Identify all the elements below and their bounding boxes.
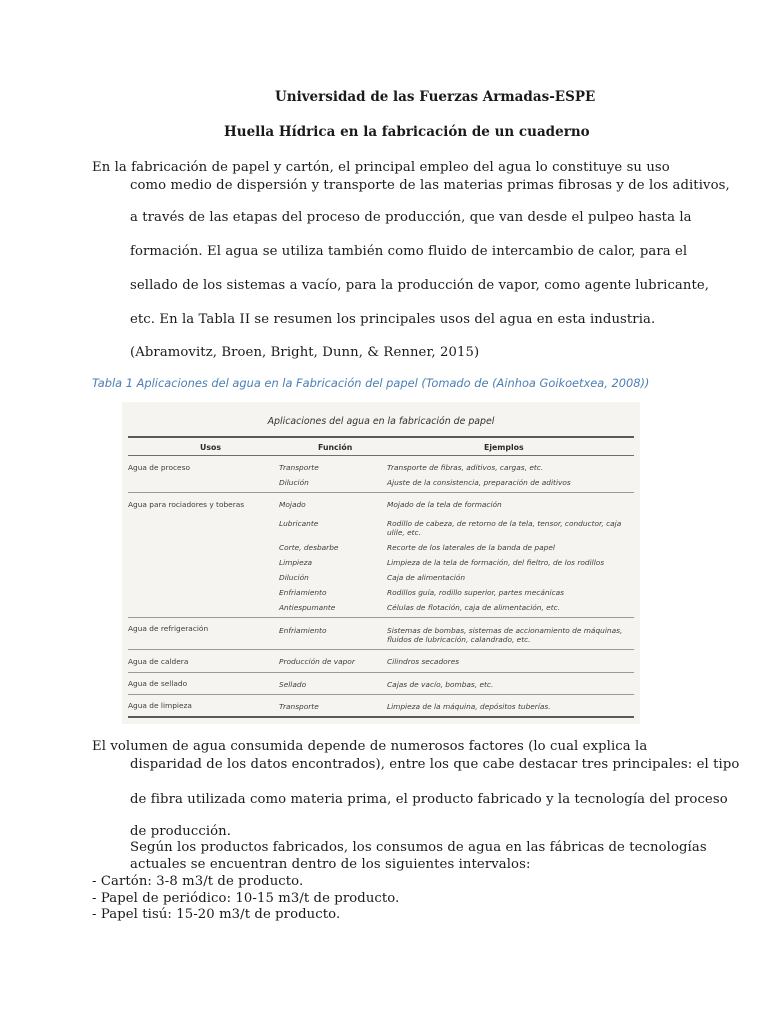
- header-ejemplos: Ejemplos: [484, 443, 524, 452]
- intro-line: En la fabricación de papel y cartón, el principal empleo del agua lo constituye su uso: [92, 160, 670, 175]
- table-cell-funcion: Enfriamiento: [279, 626, 327, 635]
- intro-line: formación. El agua se utiliza también como fluido de intercambio de calor, para el: [130, 244, 688, 259]
- table-rule: [128, 716, 634, 718]
- list-item: - Papel tisú: 15-20 m3/t de producto.: [92, 907, 341, 922]
- table-cell-ejemplo: ulile, etc.: [387, 528, 421, 537]
- table-cell-uso: Agua de refrigeración: [128, 624, 209, 633]
- table-cell-funcion: Sellado: [279, 680, 307, 689]
- table-cell-uso: Agua de limpieza: [128, 701, 192, 710]
- table-cell-uso: Agua de sellado: [128, 679, 188, 688]
- table-rule: [128, 672, 634, 673]
- header-funcion: Función: [318, 443, 353, 452]
- table-cell-ejemplo: Rodillo de cabeza, de retorno de la tela, tensor, conductor, caja: [387, 519, 622, 528]
- table-rule: [128, 694, 634, 695]
- table-cell-funcion: Producción de vapor: [279, 657, 355, 666]
- table-cell-funcion: Dilución: [279, 573, 309, 582]
- table-cell-ejemplo: Sistemas de bombas, sistemas de accionamiento de máquinas,: [387, 626, 623, 635]
- table-cell-ejemplo: Cajas de vacío, bombas, etc.: [387, 680, 494, 689]
- volume-line: actuales se encuentran dentro de los siguientes intervalos:: [130, 857, 531, 872]
- table-cell-uso: Agua de proceso: [128, 463, 190, 472]
- table-cell-ejemplo: Recorte de los laterales de la banda de papel: [387, 543, 555, 552]
- table-cell-funcion: Enfriamiento: [279, 588, 327, 597]
- intro-line: etc. En la Tabla II se resumen los principales usos del agua en esta industria.: [130, 312, 656, 327]
- table-rule: [128, 436, 634, 438]
- table-cell-funcion: Lubricante: [279, 519, 319, 528]
- table-cell-ejemplo: Mojado de la tela de formación: [387, 500, 502, 509]
- table-cell-ejemplo: Células de flotación, caja de alimentación, etc.: [387, 603, 561, 612]
- table-cell-ejemplo: Limpieza de la tela de formación, del fieltro, de los rodillos: [387, 558, 605, 567]
- table-cell-funcion: Mojado: [279, 500, 306, 509]
- header-usos: Usos: [200, 443, 221, 452]
- table-rule: [128, 455, 634, 456]
- table-cell-ejemplo: Transporte de fibras, aditivos, cargas, etc.: [387, 463, 544, 472]
- table-cell-funcion: Transporte: [279, 702, 319, 711]
- table-cell-funcion: Antiespumante: [279, 603, 336, 612]
- table-cell-ejemplo: Ajuste de la consistencia, preparación de aditivos: [387, 478, 571, 487]
- table-rule: [128, 492, 634, 493]
- table-cell-funcion: Transporte: [279, 463, 319, 472]
- table-cell-ejemplo: Rodillos guía, rodillo superior, partes mecánicas: [387, 588, 565, 597]
- university-heading: Universidad de las Fuerzas Armadas-ESPE: [275, 89, 596, 105]
- intro-line: sellado de los sistemas a vacío, para la producción de vapor, como agente lubricante,: [130, 278, 710, 293]
- volume-line: Según los productos fabricados, los consumos de agua en las fábricas de tecnologías: [130, 840, 707, 855]
- intro-line: a través de las etapas del proceso de producción, que van desde el pulpeo hasta la: [130, 210, 692, 225]
- citation: (Abramovitz, Broen, Bright, Dunn, & Renner, 2015): [130, 345, 480, 360]
- table-cell-ejemplo: Limpieza de la máquina, depósitos tuberías.: [387, 702, 551, 711]
- volume-line: El volumen de agua consumida depende de numerosos factores (lo cual explica la: [92, 739, 648, 754]
- water-uses-table-image: [122, 402, 640, 724]
- table-cell-uso: Agua de caldera: [128, 657, 189, 666]
- volume-line: de producción.: [130, 824, 232, 839]
- table-cell-funcion: Dilución: [279, 478, 309, 487]
- table-cell-ejemplo: fluidos de lubricación, calandrado, etc.: [387, 635, 531, 644]
- table-title: Aplicaciones del agua en la fabricación de papel: [267, 416, 495, 427]
- table-cell-ejemplo: Cilindros secadores: [387, 657, 460, 666]
- list-item: - Cartón: 3-8 m3/t de producto.: [92, 874, 304, 889]
- list-item: - Papel de periódico: 10-15 m3/t de producto.: [92, 891, 400, 906]
- table-cell-uso: Agua para rociadores y toberas: [128, 500, 245, 509]
- document-title: Huella Hídrica en la fabricación de un cuaderno: [224, 124, 590, 140]
- intro-line: como medio de dispersión y transporte de las materias primas fibrosas y de los aditivos,: [130, 178, 730, 193]
- table-cell-funcion: Limpieza: [279, 558, 313, 567]
- volume-line: de fibra utilizada como materia prima, el producto fabricado y la tecnología del proceso: [130, 792, 728, 807]
- table-cell-ejemplo: Caja de alimentación: [387, 573, 466, 582]
- volume-line: disparidad de los datos encontrados), entre los que cabe destacar tres principales: el tipo: [130, 757, 740, 772]
- table-caption: Tabla 1 Aplicaciones del agua en la Fabricación del papel (Tomado de (Ainhoa Goikoetxea, 2008)): [92, 376, 650, 390]
- table-rule: [128, 649, 634, 650]
- table-rule: [128, 617, 634, 618]
- table-cell-funcion: Corte, desbarbe: [279, 543, 339, 552]
